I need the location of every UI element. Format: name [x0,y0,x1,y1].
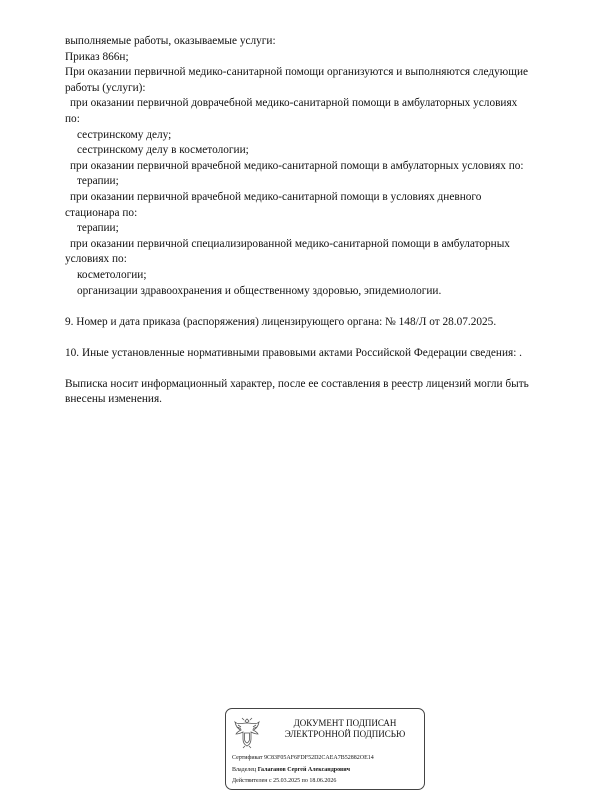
text-line: при оказании первичной врачебной медико-санитарной помощи в условиях дневного [70,190,482,203]
text-line: при оказании первичной врачебной медико-санитарной помощи в амбулаторных условиях по: [70,159,524,172]
owner-line: Владелец Галаганов Сергей Александрович [232,767,351,773]
item-10: 10. Иные установленные нормативными правовыми актами Российской Федерации сведения: . [65,346,522,359]
text-line: по: [65,112,80,125]
text-line: При оказании первичной медико-санитарной помощи организуются и выполняются следующие [65,66,529,79]
text-line: сестринскому делу; [77,128,172,141]
text-line: Приказ 866н; [65,50,129,63]
text-line: условиях по: [65,253,127,266]
validity-line: Действителен с 25.03.2025 по 18.06.2026 [232,778,337,784]
text-line: терапии; [77,222,119,235]
note-line: Выписка носит информационный характер, после ее составления в реестр лицензий могли быть [65,377,529,390]
text-line: выполняемые работы, оказываемые услуги: [65,35,276,47]
text-line: сестринскому делу в косметологии; [77,144,249,157]
text-line: стационара по: [65,206,138,219]
text-line: при оказании первичной доврачебной медико-санитарной помощи в амбулаторных условиях [70,97,518,110]
note-line: внесены изменения. [65,393,162,406]
text-line: косметологии; [77,268,147,281]
stamp-title: ДОКУМЕНТ ПОДПИСАН ЭЛЕКТРОННОЙ ПОДПИСЬЮ [284,718,406,739]
text-line: терапии; [77,175,119,188]
signature-stamp [225,708,425,790]
text-line: работы (услуги): [65,81,146,94]
coat-of-arms-icon [232,715,262,749]
certificate-line: Сертификат 9C83F05AF6FDF52D2CAEA7B52882OE14 [232,755,374,761]
document-body [65,34,580,408]
text-line: при оказании первичной специализированной медико-санитарной помощи в амбулаторных [70,237,510,250]
text-line: организации здравоохранения и общественному здоровью, эпидемиологии. [77,284,442,297]
item-9: 9. Номер и дата приказа (распоряжения) лицензирующего органа: № 148/Л от 28.07.2025. [65,315,497,328]
